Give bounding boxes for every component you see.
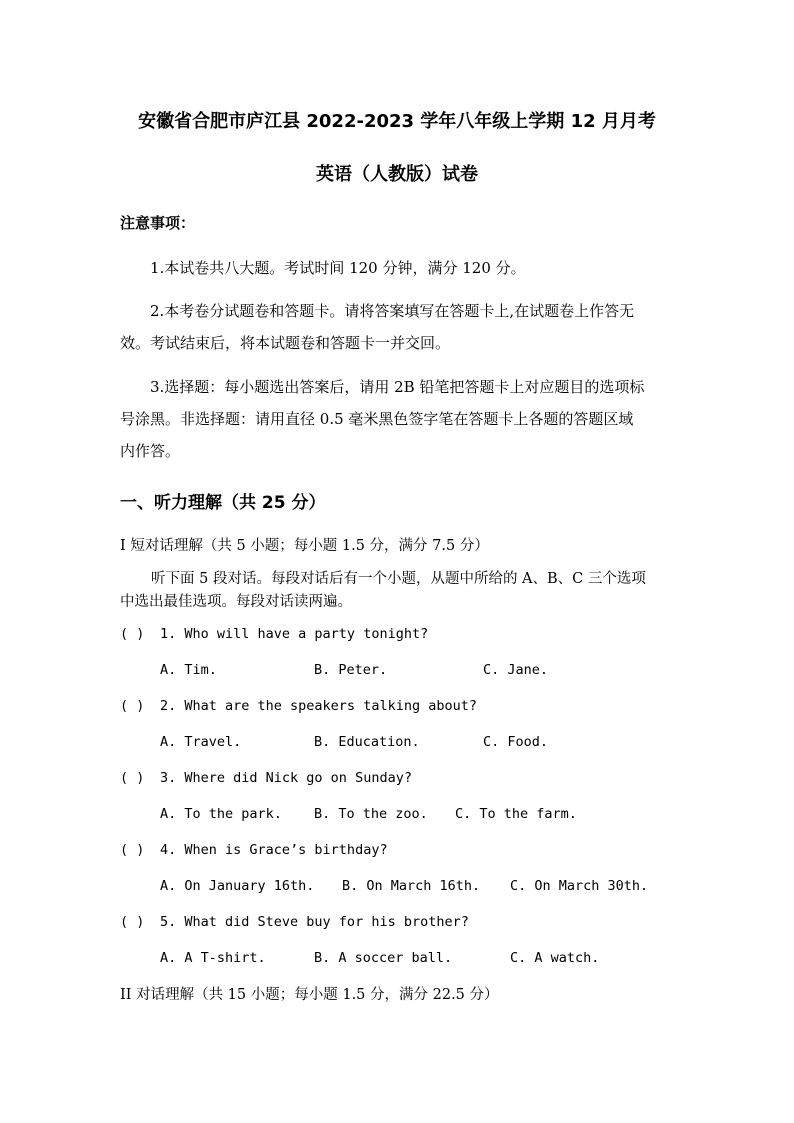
- notice-item-3-line-3: 内作答。: [120, 442, 181, 460]
- question-2-answer-blank: ( ): [120, 698, 145, 714]
- question-4-option-b: B. On March 16th.: [342, 878, 481, 894]
- question-1-answer-blank: ( ): [120, 626, 145, 642]
- question-4-text: 4. When is Grace’s birthday?: [160, 842, 388, 858]
- question-3-option-c: C. To the farm.: [455, 806, 577, 822]
- part-1-instruction-line-2: 中选出最佳选项。每段对话读两遍。: [120, 594, 352, 610]
- question-1-option-c: C. Jane.: [483, 662, 549, 678]
- question-4-answer-blank: ( ): [120, 842, 145, 858]
- part-2-title: II 对话理解（共 15 小题；每小题 1.5 分，满分 22.5 分）: [120, 987, 499, 1003]
- question-3-text: 3. Where did Nick go on Sunday?: [160, 770, 412, 786]
- notice-item-1: 1.本试卷共八大题。考试时间 120 分钟，满分 120 分。: [150, 259, 526, 277]
- notice-item-2-line-1: 2.本考卷分试题卷和答题卡。请将答案填写在答题卡上,在试题卷上作答无: [150, 302, 635, 320]
- question-2-text: 2. What are the speakers talking about?: [160, 698, 477, 714]
- question-1-option-a: A. Tim.: [160, 662, 217, 678]
- question-2-option-a: A. Travel.: [160, 734, 242, 750]
- part-1-title: I 短对话理解（共 5 小题；每小题 1.5 分，满分 7.5 分）: [120, 538, 489, 554]
- exam-title-line1: 安徽省合肥市庐江县 2022-2023 学年八年级上学期 12 月月考: [138, 111, 656, 132]
- question-3-answer-blank: ( ): [120, 770, 145, 786]
- question-1-option-b: B. Peter.: [314, 662, 388, 678]
- question-5-option-b: B. A soccer ball.: [314, 950, 453, 966]
- question-2-option-c: C. Food.: [483, 734, 549, 750]
- question-4-option-c: C. On March 30th.: [510, 878, 649, 894]
- notice-heading: 注意事项：: [120, 214, 196, 232]
- notice-item-2-line-2: 效。考试结束后，将本试题卷和答题卡一并交回。: [120, 334, 451, 352]
- notice-item-3-line-1: 3.选择题：每小题选出答案后，请用 2B 铅笔把答题卡上对应题目的选项标: [150, 378, 645, 396]
- question-5-text: 5. What did Steve buy for his brother?: [160, 914, 469, 930]
- question-3-option-b: B. To the zoo.: [314, 806, 428, 822]
- question-3-option-a: A. To the park.: [160, 806, 282, 822]
- question-5-option-a: A. A T-shirt.: [160, 950, 266, 966]
- exam-title-line2: 英语（人教版）试卷: [316, 164, 478, 185]
- section-1-title: 一、听力理解（共 25 分）: [120, 493, 326, 513]
- question-2-option-b: B. Education.: [314, 734, 420, 750]
- question-4-option-a: A. On January 16th.: [160, 878, 315, 894]
- notice-item-3-line-2: 号涂黑。非选择题：请用直径 0.5 毫米黑色签字笔在答题卡上各题的答题区域: [120, 410, 634, 428]
- question-1-text: 1. Who will have a party tonight?: [160, 626, 429, 642]
- question-5-option-c: C. A watch.: [510, 950, 600, 966]
- question-5-answer-blank: ( ): [120, 914, 145, 930]
- part-1-instruction-line-1: 听下面 5 段对话。每段对话后有一个小题，从题中所给的 A、B、C 三个选项: [151, 571, 646, 587]
